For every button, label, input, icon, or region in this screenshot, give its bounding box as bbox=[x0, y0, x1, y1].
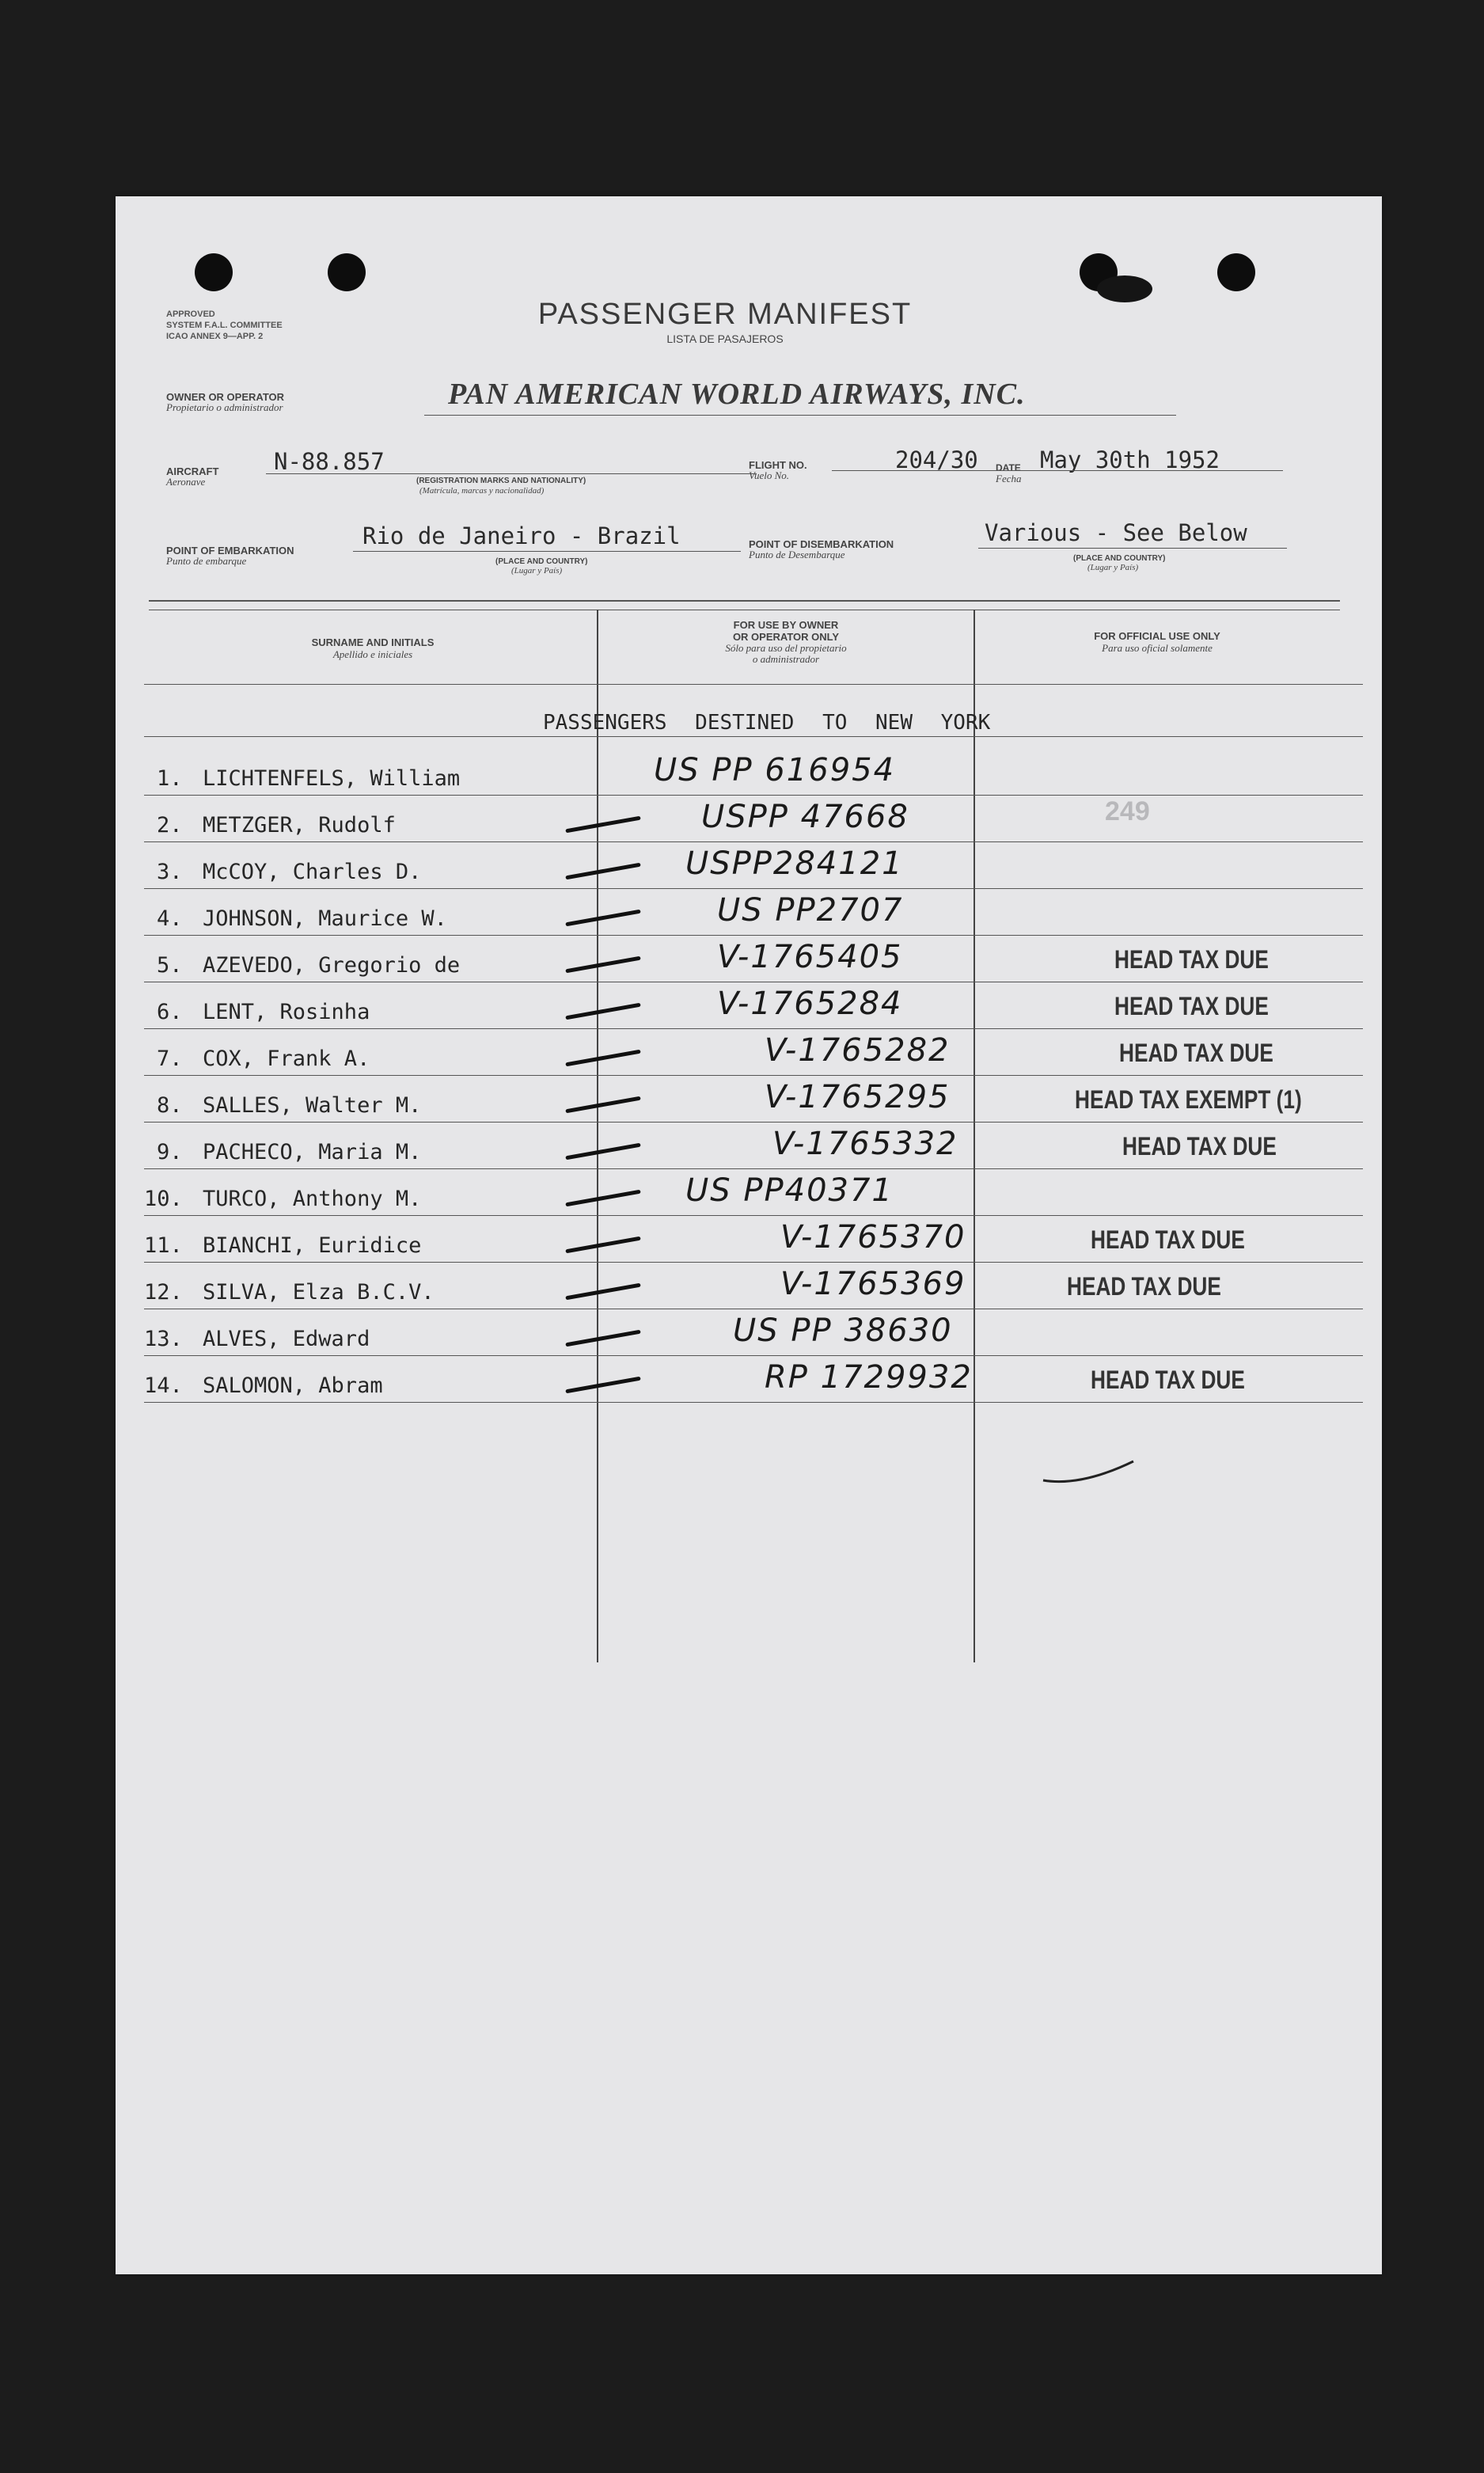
page-subtitle: LISTA DE PASAJEROS bbox=[666, 332, 784, 345]
col-header-surname: SURNAME AND INITIALS bbox=[311, 636, 435, 648]
passport-number: RP 1729932 bbox=[765, 1359, 973, 1396]
embark-label: POINT OF EMBARKATION bbox=[166, 545, 294, 557]
disembark-label-es: Punto de Desembarque bbox=[749, 549, 845, 560]
disembark-underline bbox=[978, 548, 1287, 549]
embark-place-note: (PLACE AND COUNTRY) bbox=[495, 557, 588, 566]
check-mark bbox=[565, 910, 640, 927]
row-rule bbox=[144, 1168, 1363, 1169]
passport-number: V-1765369 bbox=[780, 1266, 966, 1302]
col-header-owner-es: Sólo para uso del propietario bbox=[725, 642, 847, 654]
passenger-name: LICHTENFELS, William bbox=[203, 766, 461, 791]
check-mark bbox=[565, 1236, 640, 1254]
approved-line: SYSTEM F.A.L. COMMITTEE bbox=[166, 321, 283, 330]
aircraft-label-es: Aeronave bbox=[166, 476, 206, 488]
passenger-number: 6. bbox=[157, 1000, 183, 1024]
passport-number: USPP 47668 bbox=[701, 799, 909, 835]
disembark-place-note: (PLACE AND COUNTRY) bbox=[1073, 554, 1166, 563]
owner-label: OWNER OR OPERATOR bbox=[166, 391, 285, 403]
passport-number: V-1765405 bbox=[717, 939, 903, 975]
passenger-number: 2. bbox=[157, 813, 183, 838]
passenger-name: LENT, Rosinha bbox=[203, 1000, 370, 1024]
pen-flourish bbox=[1042, 1455, 1137, 1487]
row-rule bbox=[144, 1122, 1363, 1123]
aircraft-label: AIRCRAFT bbox=[166, 465, 219, 477]
passport-number: V-1765282 bbox=[765, 1032, 951, 1069]
flight-underline bbox=[832, 470, 1283, 471]
passport-number: V-1765370 bbox=[780, 1219, 966, 1255]
passport-number: US PP40371 bbox=[685, 1172, 894, 1209]
header-bottom-rule bbox=[144, 684, 1363, 685]
head-tax-stamp: HEAD TAX DUE bbox=[1114, 992, 1269, 1020]
date-label-es: Fecha bbox=[996, 473, 1022, 484]
head-tax-stamp: HEAD TAX DUE bbox=[1122, 1132, 1277, 1161]
flight-label-es: Vuelo No. bbox=[749, 469, 790, 481]
owner-underline bbox=[424, 415, 1176, 416]
check-mark bbox=[565, 863, 640, 880]
passenger-name: BIANCHI, Euridice bbox=[203, 1233, 422, 1258]
passport-number: V-1765284 bbox=[717, 986, 903, 1022]
disembark-value: Various - See Below bbox=[985, 519, 1247, 546]
date-value: May 30th 1952 bbox=[1040, 446, 1220, 473]
col-header-owner-es: o administrador bbox=[752, 653, 820, 665]
head-tax-stamp: HEAD TAX DUE bbox=[1067, 1272, 1221, 1301]
passenger-number: 13. bbox=[144, 1327, 183, 1351]
row-rule bbox=[144, 1402, 1363, 1403]
check-mark bbox=[565, 956, 640, 974]
check-mark bbox=[565, 1003, 640, 1020]
passenger-name: TURCO, Anthony M. bbox=[203, 1187, 422, 1211]
passenger-name: PACHECO, Maria M. bbox=[203, 1140, 422, 1164]
registration-note-es: (Matrícula, marcas y nacionalidad) bbox=[419, 486, 545, 496]
ink-smudge bbox=[1097, 275, 1152, 302]
row-rule bbox=[144, 795, 1363, 796]
head-tax-stamp: HEAD TAX DUE bbox=[1091, 1366, 1245, 1394]
approved-line: APPROVED bbox=[166, 310, 215, 319]
column-divider bbox=[597, 610, 598, 1662]
embark-label-es: Punto de embarque bbox=[166, 555, 247, 567]
embark-value: Rio de Janeiro - Brazil bbox=[362, 522, 681, 549]
embark-underline bbox=[353, 551, 741, 552]
passport-number: US PP 616954 bbox=[654, 752, 896, 788]
column-divider bbox=[974, 610, 975, 1662]
passenger-number: 9. bbox=[157, 1140, 183, 1164]
passenger-name: SALLES, Walter M. bbox=[203, 1093, 422, 1118]
check-mark bbox=[565, 1377, 640, 1394]
passenger-name: JOHNSON, Maurice W. bbox=[203, 906, 447, 931]
aircraft-underline bbox=[266, 473, 757, 474]
passport-number: US PP2707 bbox=[717, 892, 904, 929]
row-rule bbox=[144, 1075, 1363, 1076]
passenger-number: 10. bbox=[144, 1187, 183, 1211]
registration-note: (REGISTRATION MARKS AND NATIONALITY) bbox=[416, 477, 586, 485]
row-rule bbox=[144, 935, 1363, 936]
passport-number: V-1765295 bbox=[765, 1079, 951, 1115]
row-rule bbox=[144, 1028, 1363, 1029]
table-top-rule bbox=[149, 600, 1340, 602]
passport-number: USPP284121 bbox=[685, 845, 904, 882]
check-mark bbox=[565, 1050, 640, 1067]
passenger-name: METZGER, Rudolf bbox=[203, 813, 396, 838]
head-tax-stamp: HEAD TAX DUE bbox=[1119, 1039, 1273, 1067]
col-header-owner-line: OR OPERATOR ONLY bbox=[732, 631, 840, 643]
passenger-number: 11. bbox=[144, 1233, 183, 1258]
check-mark bbox=[565, 1283, 640, 1301]
approved-line: ICAO ANNEX 9—APP. 2 bbox=[166, 332, 264, 341]
passenger-number: 7. bbox=[157, 1047, 183, 1071]
passenger-name: ALVES, Edward bbox=[203, 1327, 370, 1351]
row-rule bbox=[144, 1355, 1363, 1356]
passenger-number: 1. bbox=[157, 766, 183, 791]
check-mark bbox=[565, 1330, 640, 1347]
head-tax-stamp: HEAD TAX DUE bbox=[1114, 945, 1269, 974]
passenger-name: AZEVEDO, Gregorio de bbox=[203, 953, 461, 978]
punch-hole bbox=[1217, 253, 1255, 291]
section-title: PASSENGERS DESTINED TO NEW YORK bbox=[543, 711, 991, 735]
row-rule bbox=[144, 1215, 1363, 1216]
approved-note bbox=[166, 309, 283, 342]
disembark-place-note-es: (Lugar y País) bbox=[1087, 563, 1139, 572]
col-header-owner-line: FOR USE BY OWNER bbox=[733, 619, 839, 631]
manifest-page bbox=[116, 196, 1382, 2274]
date-label: DATE bbox=[996, 462, 1021, 473]
passenger-name: SALOMON, Abram bbox=[203, 1373, 383, 1398]
check-mark bbox=[565, 1143, 640, 1161]
punch-hole bbox=[328, 253, 366, 291]
check-mark bbox=[565, 816, 640, 834]
owner-label-es: Propietario o administrador bbox=[166, 401, 283, 413]
section-rule bbox=[144, 736, 1363, 737]
passenger-name: COX, Frank A. bbox=[203, 1047, 370, 1071]
disembark-label: POINT OF DISEMBARKATION bbox=[749, 538, 894, 550]
check-mark bbox=[565, 1096, 640, 1114]
passenger-number: 8. bbox=[157, 1093, 183, 1118]
row-rule bbox=[144, 841, 1363, 842]
passenger-number: 5. bbox=[157, 953, 183, 978]
aircraft-value: N-88.857 bbox=[274, 448, 385, 475]
operator-name: PAN AMERICAN WORLD AIRWAYS, INC. bbox=[448, 378, 1026, 411]
passenger-number: 14. bbox=[144, 1373, 183, 1398]
head-tax-stamp: HEAD TAX DUE bbox=[1091, 1225, 1245, 1254]
check-mark bbox=[565, 1190, 640, 1207]
stamp-number: 249 bbox=[1105, 796, 1150, 826]
passenger-name: SILVA, Elza B.C.V. bbox=[203, 1280, 435, 1305]
passenger-number: 4. bbox=[157, 906, 183, 931]
flight-value: 204/30 bbox=[895, 446, 978, 473]
passenger-number: 3. bbox=[157, 860, 183, 884]
passport-number: V-1765332 bbox=[772, 1126, 958, 1162]
punch-hole bbox=[195, 253, 233, 291]
head-tax-stamp: HEAD TAX EXEMPT (1) bbox=[1075, 1085, 1302, 1114]
passport-number: US PP 38630 bbox=[733, 1312, 953, 1349]
col-header-surname-es: Apellido e iniciales bbox=[332, 648, 413, 660]
row-rule bbox=[144, 1262, 1363, 1263]
col-header-owner bbox=[598, 619, 974, 665]
embark-place-note-es: (Lugar y País) bbox=[511, 566, 563, 576]
passenger-number: 12. bbox=[144, 1280, 183, 1305]
col-header-official-es: Para uso oficial solamente bbox=[1102, 642, 1213, 654]
page-title: PASSENGER MANIFEST bbox=[537, 298, 913, 331]
passenger-name: McCOY, Charles D. bbox=[203, 860, 422, 884]
col-header-official: FOR OFFICIAL USE ONLY bbox=[1094, 630, 1220, 642]
flight-label: FLIGHT NO. bbox=[749, 459, 807, 471]
row-rule bbox=[144, 888, 1363, 889]
